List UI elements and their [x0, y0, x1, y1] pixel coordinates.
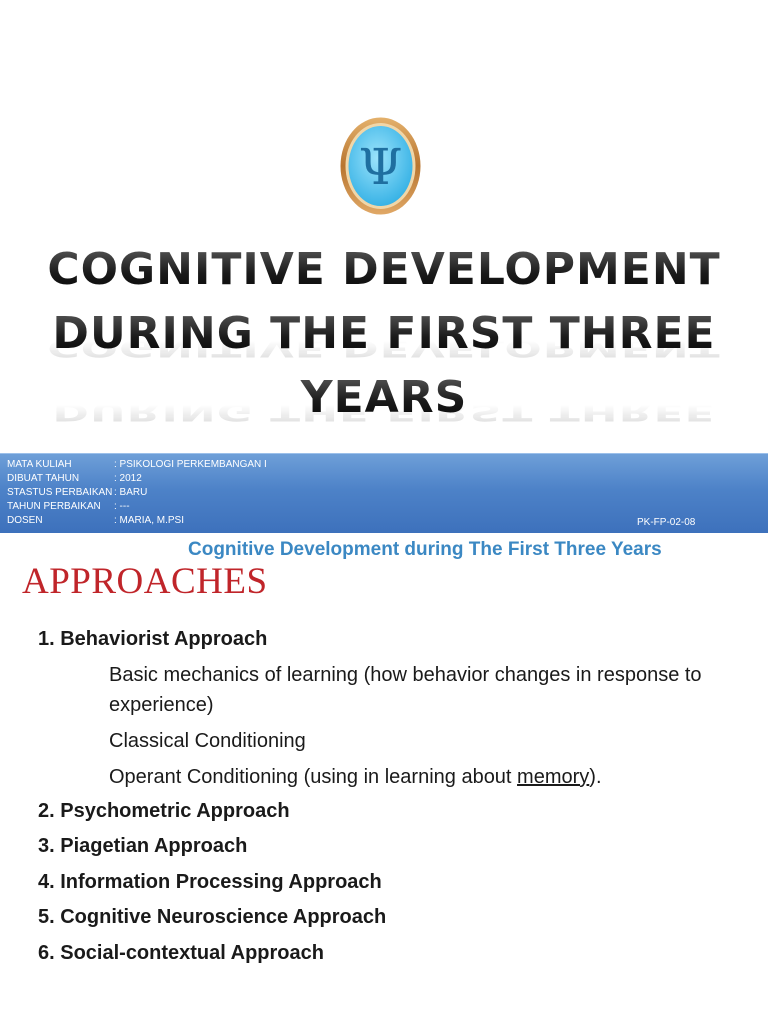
list-item-psychometric: 2. Psychometric Approach	[38, 800, 290, 822]
behaviorist-detail-learning: Basic mechanics of learning (how behavior changes in response to experience)	[109, 664, 702, 716]
document-code: PK-FP-02-08	[637, 517, 696, 528]
info-row-revision-year: TAHUN PERBAIKAN : ---	[7, 501, 130, 512]
behaviorist-detail-operant: Operant Conditioning (using in learning about memory).	[109, 766, 602, 788]
title-line-2: DURING THE FIRST THREE	[0, 302, 768, 366]
behaviorist-detail-classical: Classical Conditioning	[109, 730, 306, 752]
list-item-cognitive-neuroscience: 5. Cognitive Neuroscience Approach	[38, 906, 387, 928]
list-item-behaviorist: 1. Behaviorist Approach	[38, 628, 268, 650]
content-slide	[0, 533, 768, 1024]
list-item-piagetian: 3. Piagetian Approach	[38, 835, 248, 857]
psi-glyph: Ψ	[358, 138, 403, 196]
title-line-1: COGNITIVE DEVELOPMENT	[0, 238, 768, 302]
info-row-status: STASTUS PERBAIKAN : BARU	[7, 487, 148, 498]
info-row-lecturer: DOSEN : MARIA, M.PSI	[7, 515, 185, 526]
list-item-social-contextual: 6. Social-contextual Approach	[38, 942, 324, 964]
memory-link[interactable]: memory	[517, 766, 590, 788]
section-title: APPROACHES	[22, 561, 268, 602]
slide-title	[0, 238, 768, 430]
info-row-year: DIBUAT TAHUN : 2012	[7, 473, 142, 484]
psi-symbol-icon	[340, 117, 421, 215]
title-line-3: YEARS	[0, 366, 768, 430]
slide-header: Cognitive Development during The First Three Years	[188, 539, 662, 560]
info-row-course: MATA KULIAH : PSIKOLOGI PERKEMBANGAN I	[7, 459, 267, 470]
list-item-information-processing: 4. Information Processing Approach	[38, 871, 382, 893]
course-info-band	[0, 453, 768, 533]
